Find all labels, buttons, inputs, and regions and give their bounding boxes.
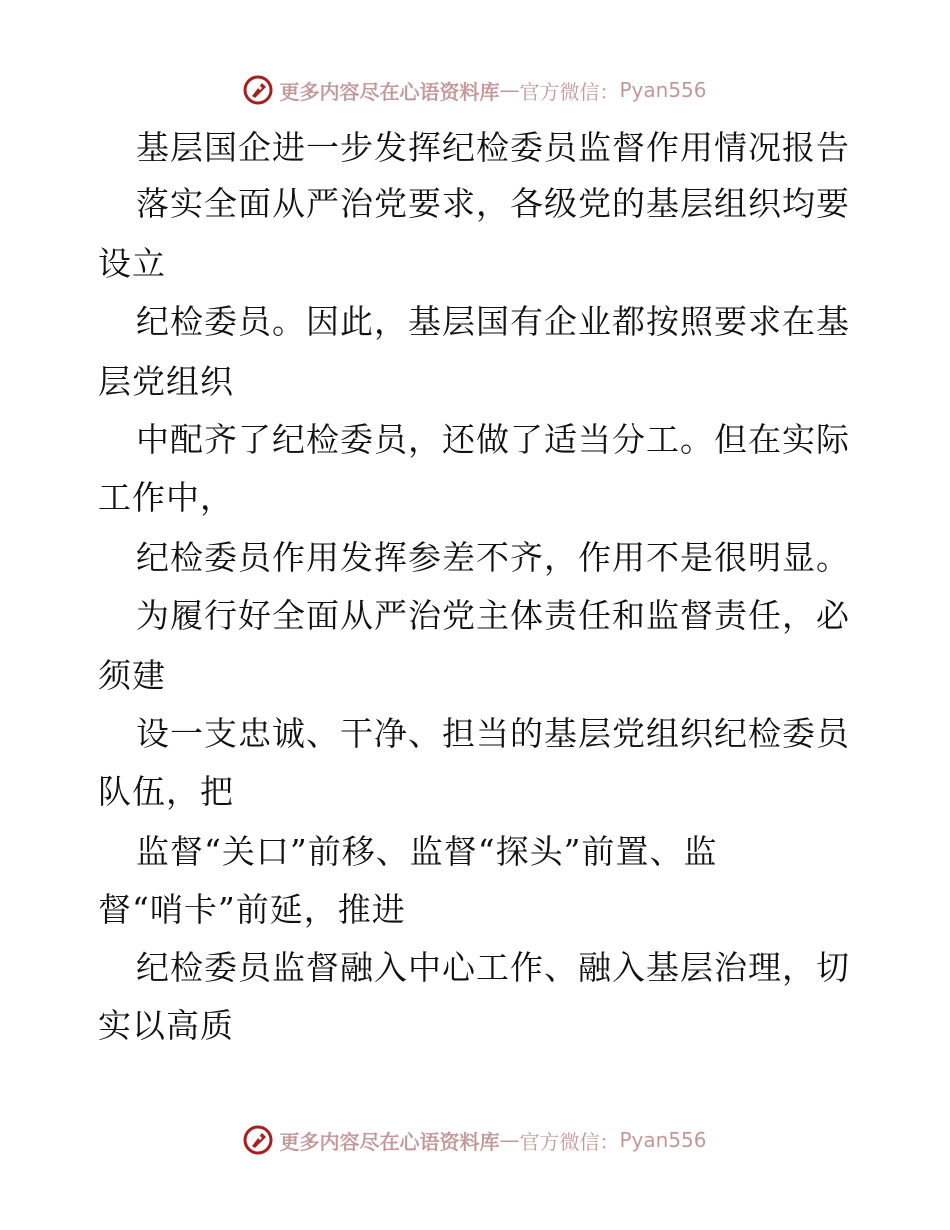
banner-contact-id: Pyan556 (619, 78, 707, 102)
footer-banner (0, 1120, 950, 1160)
document-line: 监督“关口”前移、监督“探头”前置、监 (136, 832, 718, 871)
document-line: 层党组织 (98, 362, 234, 401)
banner-text: 更多内容尽在心语资料库 (279, 79, 500, 104)
banner-contact-label: 官方微信： (519, 1129, 620, 1154)
document-line: 设一支忠诚、干净、担当的基层党组织纪检委员 (136, 714, 850, 753)
document-line: 工作中， (98, 478, 234, 517)
document-line: 为履行好全面从严治党主体责任和监督责任，必 (136, 596, 850, 635)
pen-nib-logo-icon (243, 75, 273, 105)
banner-contact-id: Pyan556 (619, 1128, 707, 1152)
banner-text: 更多内容尽在心语资料库 (279, 1129, 500, 1154)
document-line: 纪检委员监督融入中心工作、融入基层治理，切 (136, 948, 850, 987)
document-line: 设立 (98, 244, 166, 283)
pen-nib-logo-icon (243, 1125, 273, 1155)
document-line: 中配齐了纪检委员，还做了适当分工。但在实际 (136, 420, 850, 459)
document-line: 纪检委员作用发挥参差不齐，作用不是很明显。 (136, 538, 850, 577)
document-line: 纪检委员。因此，基层国有企业都按照要求在基 (136, 302, 850, 341)
banner-dash: — (499, 78, 520, 102)
document-line: 落实全面从严治党要求，各级党的基层组织均要 (136, 184, 850, 223)
document-line: 实以高质 (98, 1006, 234, 1045)
document-line: 须建 (98, 656, 166, 695)
banner-contact-label: 官方微信： (519, 79, 620, 104)
document-line: 队伍，把 (98, 772, 234, 811)
header-banner (0, 70, 950, 110)
document-title: 基层国企进一步发挥纪检委员监督作用情况报告 (136, 128, 850, 167)
document-line: 督“哨卡”前延，推进 (98, 890, 406, 929)
banner-dash: — (499, 1128, 520, 1152)
